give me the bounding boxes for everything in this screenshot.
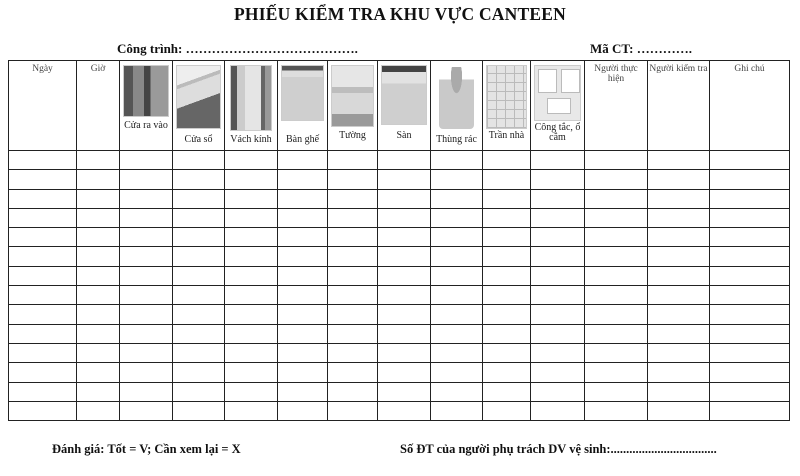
cell-vach_kinh[interactable] (225, 247, 278, 266)
table-row (9, 170, 790, 189)
cell-gio[interactable] (77, 151, 120, 170)
table-row (9, 286, 790, 305)
cell-ban_ghe[interactable] (278, 151, 328, 170)
table-body (9, 151, 790, 421)
cell-thung_rac[interactable] (431, 343, 483, 362)
cell-cua_so[interactable] (173, 363, 225, 382)
table-row (9, 324, 790, 343)
cell-thung_rac[interactable] (431, 363, 483, 382)
cell-cong_tac[interactable] (531, 343, 585, 362)
cell-tran_nha[interactable] (483, 208, 531, 227)
cell-ghi_chu[interactable] (710, 170, 790, 189)
cell-nguoi_thuc_hien[interactable] (585, 208, 648, 227)
cell-thung_rac[interactable] (431, 151, 483, 170)
cell-cua_so[interactable] (173, 189, 225, 208)
cell-vach_kinh[interactable] (225, 305, 278, 324)
col-san: Sàn (378, 61, 431, 151)
cell-ngay[interactable] (9, 151, 77, 170)
cell-nguoi_thuc_hien[interactable] (585, 363, 648, 382)
table-row (9, 247, 790, 266)
cell-ban_ghe[interactable] (278, 343, 328, 362)
cell-cua_so[interactable] (173, 247, 225, 266)
cell-cua_so[interactable] (173, 286, 225, 305)
cell-tran_nha[interactable] (483, 189, 531, 208)
cell-tuong[interactable] (328, 266, 378, 285)
col-ban-ghe: Bàn ghế (278, 61, 328, 151)
cell-ngay[interactable] (9, 401, 77, 420)
rating-legend: Đánh giá: Tốt = V; Cần xem lại = X (52, 442, 241, 456)
table-row (9, 266, 790, 285)
cell-gio[interactable] (77, 343, 120, 362)
cell-gio[interactable] (77, 286, 120, 305)
cell-cua_ra_vao[interactable] (120, 208, 173, 227)
col-ngay: Ngày (9, 61, 77, 151)
cell-ban_ghe[interactable] (278, 286, 328, 305)
cell-ban_ghe[interactable] (278, 266, 328, 285)
cell-vach_kinh[interactable] (225, 363, 278, 382)
cell-cua_so[interactable] (173, 266, 225, 285)
cell-cong_tac[interactable] (531, 208, 585, 227)
cell-ngay[interactable] (9, 324, 77, 343)
cell-nguoi_kiem_tra[interactable] (648, 363, 710, 382)
cell-tuong[interactable] (328, 324, 378, 343)
cell-nguoi_kiem_tra[interactable] (648, 305, 710, 324)
cell-nguoi_thuc_hien[interactable] (585, 247, 648, 266)
cell-cong_tac[interactable] (531, 324, 585, 343)
cell-vach_kinh[interactable] (225, 382, 278, 401)
cell-cong_tac[interactable] (531, 382, 585, 401)
cell-ngay[interactable] (9, 266, 77, 285)
cell-cua_so[interactable] (173, 170, 225, 189)
cell-cua_so[interactable] (173, 343, 225, 362)
cell-nguoi_kiem_tra[interactable] (648, 382, 710, 401)
cell-cua_so[interactable] (173, 305, 225, 324)
cell-nguoi_thuc_hien[interactable] (585, 343, 648, 362)
cell-tuong[interactable] (328, 170, 378, 189)
col-tran-nha: Trần nhà (483, 61, 531, 151)
cell-cua_so[interactable] (173, 228, 225, 247)
table-row (9, 208, 790, 227)
cell-ban_ghe[interactable] (278, 382, 328, 401)
cell-tuong[interactable] (328, 189, 378, 208)
cell-cong_tac[interactable] (531, 170, 585, 189)
cell-ghi_chu[interactable] (710, 151, 790, 170)
cell-ngay[interactable] (9, 189, 77, 208)
cell-nguoi_thuc_hien[interactable] (585, 305, 648, 324)
cell-thung_rac[interactable] (431, 401, 483, 420)
cell-ban_ghe[interactable] (278, 189, 328, 208)
cell-vach_kinh[interactable] (225, 324, 278, 343)
cell-tran_nha[interactable] (483, 305, 531, 324)
cell-thung_rac[interactable] (431, 170, 483, 189)
col-tuong: Tường (328, 61, 378, 151)
cell-cua_ra_vao[interactable] (120, 228, 173, 247)
cell-vach_kinh[interactable] (225, 286, 278, 305)
cell-tuong[interactable] (328, 247, 378, 266)
floor-photo-icon (381, 65, 427, 125)
cell-cong_tac[interactable] (531, 305, 585, 324)
cell-thung_rac[interactable] (431, 189, 483, 208)
table-row (9, 189, 790, 208)
cell-tran_nha[interactable] (483, 266, 531, 285)
cell-cong_tac[interactable] (531, 363, 585, 382)
trash-bin-photo-icon (439, 67, 474, 129)
cell-ban_ghe[interactable] (278, 208, 328, 227)
cell-thung_rac[interactable] (431, 324, 483, 343)
cell-cua_ra_vao[interactable] (120, 324, 173, 343)
cell-tran_nha[interactable] (483, 286, 531, 305)
cong-trinh-field[interactable]: Công trình: …………………………………. (117, 41, 358, 56)
cell-vach_kinh[interactable] (225, 170, 278, 189)
cell-san[interactable] (378, 324, 431, 343)
table-row (9, 305, 790, 324)
cell-ngay[interactable] (9, 286, 77, 305)
cell-tran_nha[interactable] (483, 170, 531, 189)
cell-nguoi_kiem_tra[interactable] (648, 151, 710, 170)
cell-ngay[interactable] (9, 228, 77, 247)
cell-san[interactable] (378, 189, 431, 208)
cell-cong_tac[interactable] (531, 247, 585, 266)
cell-tuong[interactable] (328, 363, 378, 382)
cell-thung_rac[interactable] (431, 228, 483, 247)
col-cua-ra-vao: Cửa ra vào (120, 61, 173, 151)
door-photo-icon (123, 65, 169, 117)
cell-cua_ra_vao[interactable] (120, 151, 173, 170)
cell-gio[interactable] (77, 401, 120, 420)
cell-ngay[interactable] (9, 343, 77, 362)
cell-ban_ghe[interactable] (278, 305, 328, 324)
cell-ngay[interactable] (9, 208, 77, 227)
cell-cong_tac[interactable] (531, 151, 585, 170)
cell-cua_ra_vao[interactable] (120, 266, 173, 285)
cell-cua_ra_vao[interactable] (120, 382, 173, 401)
cell-cua_ra_vao[interactable] (120, 247, 173, 266)
cell-ngay[interactable] (9, 363, 77, 382)
table-row (9, 343, 790, 362)
table-row (9, 382, 790, 401)
cell-cua_so[interactable] (173, 208, 225, 227)
cell-nguoi_kiem_tra[interactable] (648, 286, 710, 305)
cell-gio[interactable] (77, 170, 120, 189)
cell-ngay[interactable] (9, 247, 77, 266)
cell-nguoi_kiem_tra[interactable] (648, 208, 710, 227)
cell-tran_nha[interactable] (483, 324, 531, 343)
cell-thung_rac[interactable] (431, 247, 483, 266)
cell-nguoi_thuc_hien[interactable] (585, 228, 648, 247)
cell-ghi_chu[interactable] (710, 189, 790, 208)
cell-ngay[interactable] (9, 305, 77, 324)
table-row (9, 363, 790, 382)
cell-ghi_chu[interactable] (710, 266, 790, 285)
cell-gio[interactable] (77, 247, 120, 266)
cell-ban_ghe[interactable] (278, 363, 328, 382)
cell-tran_nha[interactable] (483, 401, 531, 420)
cell-tran_nha[interactable] (483, 228, 531, 247)
cell-tran_nha[interactable] (483, 343, 531, 362)
cell-vach_kinh[interactable] (225, 343, 278, 362)
cell-san[interactable] (378, 208, 431, 227)
cell-nguoi_kiem_tra[interactable] (648, 324, 710, 343)
cell-gio[interactable] (77, 266, 120, 285)
cell-san[interactable] (378, 247, 431, 266)
phone-field[interactable]: Số ĐT của người phụ trách DV vệ sinh:.................................. (400, 442, 717, 456)
cell-nguoi_thuc_hien[interactable] (585, 382, 648, 401)
cell-thung_rac[interactable] (431, 305, 483, 324)
cell-tuong[interactable] (328, 343, 378, 362)
cell-thung_rac[interactable] (431, 266, 483, 285)
cell-vach_kinh[interactable] (225, 151, 278, 170)
cell-tuong[interactable] (328, 305, 378, 324)
cell-tran_nha[interactable] (483, 151, 531, 170)
cell-nguoi_thuc_hien[interactable] (585, 286, 648, 305)
cell-cong_tac[interactable] (531, 286, 585, 305)
cell-ghi_chu[interactable] (710, 208, 790, 227)
col-nguoi-thuc-hien: Người thực hiện (585, 61, 648, 151)
cell-vach_kinh[interactable] (225, 266, 278, 285)
cell-ghi_chu[interactable] (710, 382, 790, 401)
cell-cong_tac[interactable] (531, 401, 585, 420)
cell-san[interactable] (378, 305, 431, 324)
cell-san[interactable] (378, 151, 431, 170)
cell-thung_rac[interactable] (431, 382, 483, 401)
cell-nguoi_thuc_hien[interactable] (585, 401, 648, 420)
cell-ban_ghe[interactable] (278, 401, 328, 420)
cell-nguoi_kiem_tra[interactable] (648, 189, 710, 208)
glass-partition-photo-icon (230, 65, 272, 131)
cell-gio[interactable] (77, 189, 120, 208)
cell-gio[interactable] (77, 228, 120, 247)
cell-ghi_chu[interactable] (710, 324, 790, 343)
cell-san[interactable] (378, 170, 431, 189)
cell-ban_ghe[interactable] (278, 247, 328, 266)
cell-tuong[interactable] (328, 151, 378, 170)
cell-nguoi_kiem_tra[interactable] (648, 228, 710, 247)
cell-nguoi_thuc_hien[interactable] (585, 324, 648, 343)
cell-ghi_chu[interactable] (710, 401, 790, 420)
header-row (9, 61, 790, 151)
cell-tuong[interactable] (328, 228, 378, 247)
cell-cua_ra_vao[interactable] (120, 401, 173, 420)
cell-cua_ra_vao[interactable] (120, 305, 173, 324)
cell-cong_tac[interactable] (531, 189, 585, 208)
table-row (9, 401, 790, 420)
cell-cua_so[interactable] (173, 151, 225, 170)
wall-photo-icon (331, 65, 374, 127)
cell-cua_ra_vao[interactable] (120, 363, 173, 382)
cell-nguoi_thuc_hien[interactable] (585, 151, 648, 170)
cell-san[interactable] (378, 228, 431, 247)
cell-san[interactable] (378, 363, 431, 382)
cell-ban_ghe[interactable] (278, 228, 328, 247)
cell-ban_ghe[interactable] (278, 324, 328, 343)
cell-tuong[interactable] (328, 208, 378, 227)
cell-vach_kinh[interactable] (225, 189, 278, 208)
cell-ghi_chu[interactable] (710, 343, 790, 362)
cell-cua_so[interactable] (173, 382, 225, 401)
cell-gio[interactable] (77, 305, 120, 324)
cell-ghi_chu[interactable] (710, 247, 790, 266)
cell-nguoi_kiem_tra[interactable] (648, 266, 710, 285)
cell-vach_kinh[interactable] (225, 401, 278, 420)
cell-gio[interactable] (77, 208, 120, 227)
col-ghi-chu: Ghi chú (710, 61, 790, 151)
cell-ban_ghe[interactable] (278, 170, 328, 189)
cell-cua_ra_vao[interactable] (120, 189, 173, 208)
cell-thung_rac[interactable] (431, 286, 483, 305)
cell-ghi_chu[interactable] (710, 228, 790, 247)
cell-nguoi_thuc_hien[interactable] (585, 189, 648, 208)
cell-nguoi_kiem_tra[interactable] (648, 247, 710, 266)
cell-nguoi_thuc_hien[interactable] (585, 170, 648, 189)
table-row (9, 151, 790, 170)
cell-cua_ra_vao[interactable] (120, 170, 173, 189)
cell-gio[interactable] (77, 363, 120, 382)
cell-gio[interactable] (77, 382, 120, 401)
cell-san[interactable] (378, 286, 431, 305)
cell-cua_ra_vao[interactable] (120, 343, 173, 362)
cell-nguoi_kiem_tra[interactable] (648, 170, 710, 189)
ceiling-photo-icon (486, 65, 527, 129)
cell-san[interactable] (378, 382, 431, 401)
col-vach-kinh: Vách kính (225, 61, 278, 151)
col-cua-so: Cửa sổ (173, 61, 225, 151)
col-gio: Giờ (77, 61, 120, 151)
cell-tuong[interactable] (328, 286, 378, 305)
window-photo-icon (176, 65, 221, 129)
cell-nguoi_thuc_hien[interactable] (585, 266, 648, 285)
cell-vach_kinh[interactable] (225, 228, 278, 247)
cell-nguoi_kiem_tra[interactable] (648, 343, 710, 362)
table-chair-photo-icon (281, 65, 324, 121)
cell-ghi_chu[interactable] (710, 305, 790, 324)
cell-ngay[interactable] (9, 170, 77, 189)
cell-tuong[interactable] (328, 382, 378, 401)
inspection-table (8, 60, 790, 421)
col-nguoi-kiem-tra: Người kiểm tra (648, 61, 710, 151)
cell-vach_kinh[interactable] (225, 208, 278, 227)
ma-ct-field[interactable]: Mã CT: …………. (590, 41, 692, 56)
cell-ghi_chu[interactable] (710, 286, 790, 305)
cell-cong_tac[interactable] (531, 266, 585, 285)
cell-ghi_chu[interactable] (710, 363, 790, 382)
cell-tuong[interactable] (328, 401, 378, 420)
cell-cua_ra_vao[interactable] (120, 286, 173, 305)
cell-san[interactable] (378, 343, 431, 362)
cell-tran_nha[interactable] (483, 363, 531, 382)
switch-socket-photo-icon (534, 65, 581, 121)
cell-cong_tac[interactable] (531, 228, 585, 247)
col-thung-rac: Thùng rác (431, 61, 483, 151)
table-row (9, 228, 790, 247)
cell-san[interactable] (378, 266, 431, 285)
cell-thung_rac[interactable] (431, 208, 483, 227)
cell-cua_so[interactable] (173, 324, 225, 343)
cell-tran_nha[interactable] (483, 247, 531, 266)
cell-ngay[interactable] (9, 382, 77, 401)
cell-tran_nha[interactable] (483, 382, 531, 401)
cell-nguoi_kiem_tra[interactable] (648, 401, 710, 420)
col-cong-tac: Công tắc, ổ cắm (531, 61, 585, 151)
form-title: PHIẾU KIỂM TRA KHU VỰC CANTEEN (234, 4, 566, 24)
cell-gio[interactable] (77, 324, 120, 343)
cell-san[interactable] (378, 401, 431, 420)
cell-cua_so[interactable] (173, 401, 225, 420)
